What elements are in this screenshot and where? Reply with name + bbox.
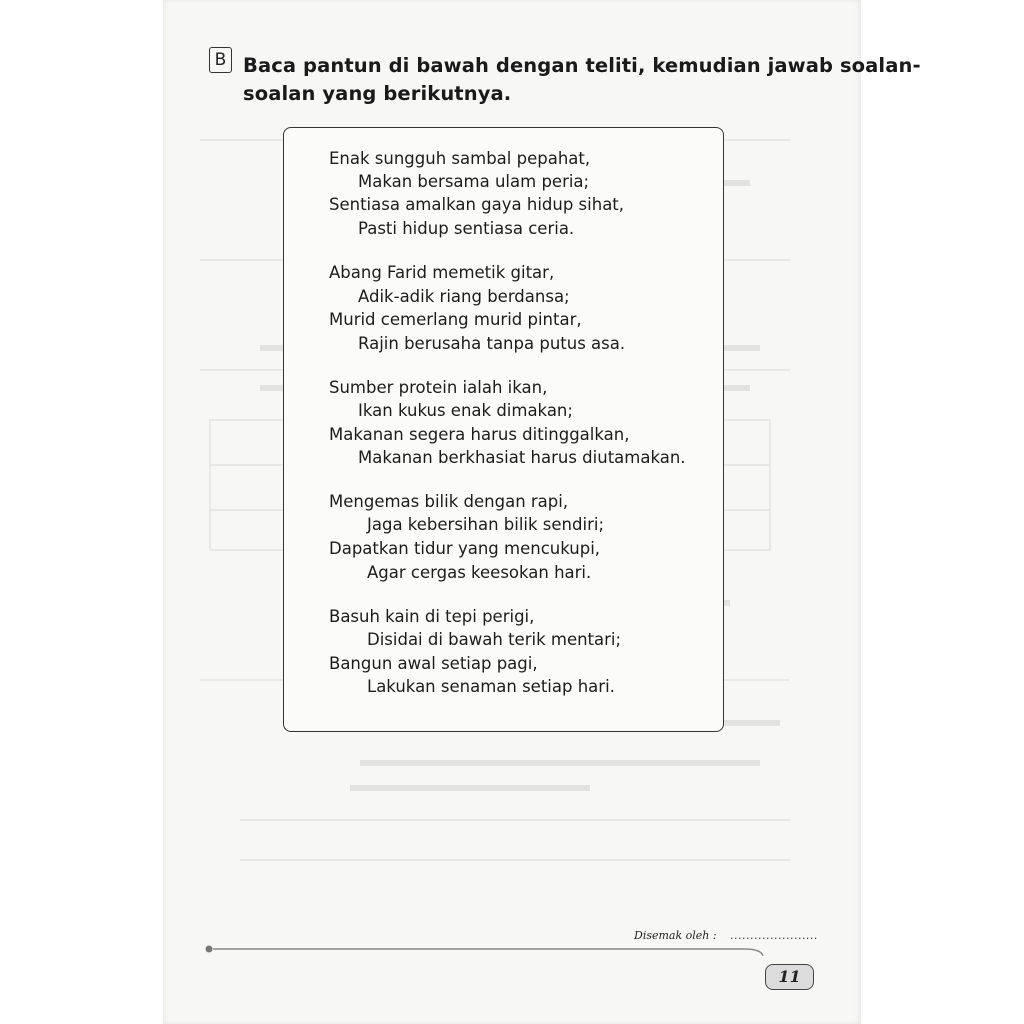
pantun-line: Makanan berkhasiat harus diutamakan. [358, 448, 686, 467]
pantun-line: Jaga kebersihan bilik sendiri; [367, 515, 605, 534]
pantun-line: Murid cemerlang murid pintar, [329, 310, 582, 329]
section-label-b: B [209, 47, 232, 73]
pantun-line: Makan bersama ulam peria; [358, 172, 590, 191]
pantun-line: Bangun awal setiap pagi, [329, 654, 538, 673]
pantun-line: Lakukan senaman setiap hari. [367, 677, 615, 696]
footer-rule [205, 944, 805, 956]
pantun-line: Disidai di bawah terik mentari; [367, 630, 622, 649]
pantun-line: Pasti hidup sentiasa ceria. [358, 219, 575, 238]
pantun-line: Sumber protein ialah ikan, [329, 378, 548, 397]
pantun-line: Sentiasa amalkan gaya hidup sihat, [329, 195, 625, 214]
instruction-line-2: soalan yang berikutnya. [243, 82, 512, 105]
section-instruction [243, 52, 921, 108]
pantun-line: Mengemas bilik dengan rapi, [329, 492, 569, 511]
pantun-line: Adik-adik riang berdansa; [358, 287, 570, 306]
pantun-box [283, 127, 724, 732]
pantun-line: Makanan segera harus ditinggalkan, [329, 425, 630, 444]
page-number-badge: 11 [765, 964, 814, 990]
pantun-line: Agar cergas keesokan hari. [367, 563, 592, 582]
checked-by-signature-line: ...................... [730, 929, 818, 942]
pantun-line: Abang Farid memetik gitar, [329, 263, 555, 282]
checked-by-label: Disemak oleh : [634, 929, 717, 942]
pantun-line: Ikan kukus enak dimakan; [358, 401, 573, 420]
pantun-line: Dapatkan tidur yang mencukupi, [329, 539, 601, 558]
pantun-line: Enak sungguh sambal pepahat, [329, 149, 591, 168]
pantun-line: Rajin berusaha tanpa putus asa. [358, 334, 626, 353]
instruction-line-1: Baca pantun di bawah dengan teliti, kemudian jawab soalan- [243, 54, 921, 77]
pantun-line: Basuh kain di tepi perigi, [329, 607, 535, 626]
